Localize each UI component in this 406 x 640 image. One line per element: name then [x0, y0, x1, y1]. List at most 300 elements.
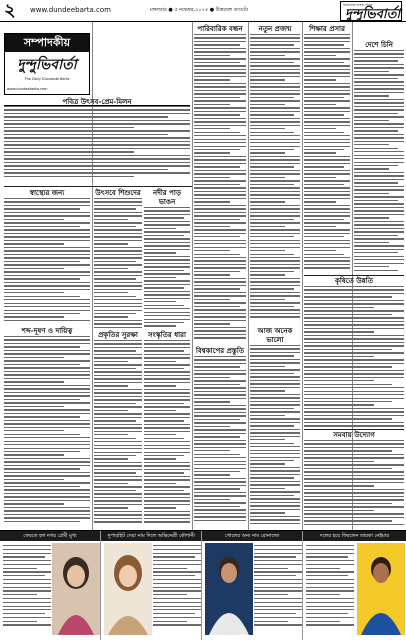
- text-line: [4, 465, 90, 466]
- ad-body: [3, 545, 51, 628]
- text-line: [4, 437, 90, 438]
- text-line: [304, 454, 404, 455]
- text-line: [254, 590, 302, 591]
- text-line: [304, 260, 350, 261]
- text-line: [153, 556, 195, 557]
- text-line: [304, 135, 350, 136]
- text-line: [250, 121, 300, 122]
- text-line: [94, 427, 142, 428]
- text-line: [194, 433, 246, 434]
- text-line: [144, 340, 190, 341]
- text-line: [304, 404, 374, 405]
- text-line: [194, 44, 240, 45]
- text-line: [304, 457, 404, 458]
- text-line: [194, 86, 246, 87]
- text-line: [4, 316, 64, 317]
- text-line: [144, 315, 190, 316]
- site-url[interactable]: www.dundeebarta.com: [30, 6, 111, 14]
- text-line: [250, 295, 300, 296]
- text-line: [304, 62, 344, 63]
- text-line: [250, 450, 300, 451]
- text-line: [194, 380, 246, 381]
- text-line: [94, 392, 142, 393]
- text-line: [250, 502, 300, 503]
- text-line: [144, 273, 190, 274]
- text-line: [94, 375, 142, 376]
- text-line: [4, 475, 90, 476]
- text-line: [250, 142, 300, 143]
- text-line: [254, 575, 296, 576]
- text-line: [306, 590, 354, 591]
- text-line: [304, 447, 404, 448]
- text-line: [4, 313, 80, 314]
- text-line: [304, 478, 404, 479]
- text-line: [304, 384, 392, 385]
- text-line: [144, 472, 184, 473]
- text-line: [304, 170, 350, 171]
- text-line: [4, 257, 90, 258]
- article: [250, 24, 300, 324]
- text-line: [4, 521, 80, 522]
- text-line: [250, 306, 294, 307]
- text-line: [4, 458, 90, 459]
- text-line: [250, 390, 285, 391]
- text-line: [304, 513, 404, 514]
- text-line: [304, 173, 350, 174]
- text-line: [250, 470, 300, 471]
- text-line: [4, 176, 134, 177]
- text-line: [354, 224, 404, 225]
- editorial-body: [4, 106, 190, 182]
- text-line: [250, 48, 300, 49]
- text-line: [4, 444, 90, 445]
- text-line: [144, 507, 176, 508]
- text-line: [194, 173, 246, 174]
- text-line: [94, 219, 128, 220]
- text-line: [354, 245, 404, 246]
- text-line: [304, 83, 350, 84]
- article: [194, 346, 246, 526]
- text-line: [153, 575, 195, 576]
- text-line: [304, 156, 350, 157]
- text-line: [144, 361, 176, 362]
- text-line: [254, 564, 302, 565]
- text-line: [4, 306, 90, 307]
- text-line: [144, 424, 190, 425]
- text-line: [250, 173, 300, 174]
- text-line: [194, 118, 246, 119]
- text-line: [194, 37, 246, 38]
- text-line: [4, 236, 90, 237]
- text-line: [144, 448, 190, 449]
- text-line: [4, 343, 90, 344]
- text-line: [254, 579, 302, 580]
- text-line: [94, 222, 142, 223]
- text-line: [153, 545, 201, 546]
- text-line: [194, 219, 240, 220]
- text-line: [3, 598, 51, 599]
- text-line: [250, 411, 300, 412]
- text-line: [354, 238, 404, 239]
- text-line: [304, 41, 350, 42]
- text-line: [4, 402, 90, 403]
- text-line: [94, 396, 142, 397]
- text-line: [194, 205, 246, 206]
- text-line: [250, 250, 285, 251]
- editorial-subtitle: The Daily Dundoobi Barta: [24, 77, 70, 81]
- article-title: শিক্ষার প্রসার: [309, 24, 345, 33]
- text-line: [144, 486, 190, 487]
- text-line: [304, 142, 350, 143]
- text-line: [304, 387, 404, 388]
- text-line: [194, 481, 246, 482]
- text-line: [194, 499, 230, 500]
- text-line: [250, 226, 285, 227]
- text-line: [194, 509, 246, 510]
- article: [194, 24, 246, 344]
- text-line: [304, 111, 350, 112]
- text-line: [250, 355, 294, 356]
- text-line: [354, 85, 404, 86]
- text-line: [4, 381, 64, 382]
- text-line: [94, 371, 142, 372]
- text-line: [304, 335, 404, 336]
- text-line: [3, 606, 51, 607]
- text-line: [304, 324, 404, 325]
- text-line: [4, 205, 90, 206]
- text-line: [250, 460, 294, 461]
- text-line: [194, 79, 230, 80]
- text-line: [304, 366, 392, 367]
- text-line: [250, 166, 294, 167]
- text-line: [304, 373, 404, 374]
- text-line: [250, 41, 300, 42]
- text-line: [306, 602, 354, 603]
- text-line: [94, 236, 142, 237]
- text-line: [153, 624, 201, 625]
- text-line: [306, 583, 354, 584]
- text-line: [94, 385, 128, 386]
- text-line: [250, 285, 300, 286]
- text-line: [194, 278, 246, 279]
- text-line: [354, 210, 404, 211]
- text-line: [144, 354, 190, 355]
- text-line: [144, 364, 190, 365]
- text-line: [144, 427, 190, 428]
- text-line: [153, 571, 201, 572]
- text-line: [354, 217, 389, 218]
- text-line: [4, 320, 90, 321]
- text-line: [94, 261, 136, 262]
- text-line: [304, 48, 350, 49]
- text-line: [306, 568, 340, 569]
- text-line: [194, 457, 246, 458]
- text-line: [194, 163, 246, 164]
- text-line: [4, 493, 90, 494]
- text-line: [250, 281, 300, 282]
- text-line: [194, 212, 246, 213]
- text-line: [144, 305, 184, 306]
- article-body: [94, 340, 142, 525]
- text-line: [94, 462, 142, 463]
- article-body: [354, 50, 404, 273]
- text-line: [153, 621, 187, 622]
- text-line: [194, 250, 230, 251]
- text-line: [4, 141, 190, 142]
- text-line: [304, 303, 404, 304]
- text-line: [4, 364, 80, 365]
- text-line: [304, 201, 336, 202]
- article-title: কৃষিতে উন্নতি: [335, 276, 373, 285]
- article: [94, 330, 142, 526]
- text-line: [250, 264, 300, 265]
- text-line: [250, 422, 300, 423]
- article-title: নদীর পাড় ভাঙন: [153, 188, 181, 206]
- text-line: [4, 148, 190, 149]
- text-line: [354, 106, 404, 107]
- text-line: [304, 520, 392, 521]
- text-line: [304, 219, 344, 220]
- text-line: [144, 270, 184, 271]
- text-line: [354, 207, 404, 208]
- article: [250, 326, 300, 526]
- text-line: [194, 83, 246, 84]
- text-line: [194, 111, 246, 112]
- text-line: [304, 503, 392, 504]
- text-line: [94, 240, 142, 241]
- text-line: [250, 432, 300, 433]
- text-line: [304, 370, 404, 371]
- text-line: [250, 436, 300, 437]
- text-line: [250, 114, 294, 115]
- text-line: [194, 401, 230, 402]
- text-line: [4, 416, 80, 417]
- text-line: [4, 395, 90, 396]
- text-line: [4, 229, 90, 230]
- text-line: [250, 191, 300, 192]
- text-line: [94, 368, 136, 369]
- text-line: [94, 378, 142, 379]
- text-line: [4, 434, 80, 435]
- text-line: [354, 151, 404, 152]
- text-line: [144, 417, 190, 418]
- text-line: [354, 242, 389, 243]
- text-line: [354, 123, 404, 124]
- text-line: [194, 226, 230, 227]
- text-line: [194, 468, 246, 469]
- text-line: [250, 425, 294, 426]
- text-line: [3, 579, 51, 580]
- text-line: [250, 278, 300, 279]
- text-line: [94, 212, 142, 213]
- text-line: [144, 350, 184, 351]
- article: [304, 430, 404, 526]
- text-line: [94, 201, 142, 202]
- text-line: [94, 268, 128, 269]
- text-line: [304, 418, 392, 419]
- text-line: [4, 500, 90, 501]
- ad-headline: ফেরতে হল নগর প্রেমী মুখ্য: [0, 531, 100, 541]
- advertisement[interactable]: [101, 531, 202, 640]
- text-line: [144, 291, 190, 292]
- text-line: [250, 408, 294, 409]
- text-line: [194, 359, 246, 360]
- text-line: [94, 198, 142, 199]
- text-line: [250, 159, 300, 160]
- text-line: [4, 507, 90, 508]
- text-line: [304, 289, 404, 290]
- text-line: [144, 284, 190, 285]
- text-line: [354, 120, 389, 121]
- section-divider: [304, 429, 404, 430]
- text-line: [254, 549, 302, 550]
- text-line: [354, 165, 398, 166]
- text-line: [250, 104, 285, 105]
- text-line: [304, 440, 404, 441]
- text-line: [4, 514, 90, 515]
- text-line: [94, 215, 142, 216]
- text-line: [194, 398, 246, 399]
- text-line: [94, 441, 142, 442]
- section-divider: [4, 186, 192, 187]
- text-line: [254, 598, 302, 599]
- article: [144, 188, 190, 328]
- text-line: [250, 236, 294, 237]
- text-line: [304, 257, 350, 258]
- text-line: [354, 179, 404, 180]
- text-line: [250, 348, 300, 349]
- advertisement[interactable]: [0, 531, 101, 640]
- text-line: [304, 307, 374, 308]
- text-line: [94, 343, 142, 344]
- text-line: [144, 343, 190, 344]
- text-line: [304, 159, 350, 160]
- text-line: [194, 412, 246, 413]
- text-line: [194, 377, 230, 378]
- text-line: [354, 200, 398, 201]
- text-line: [304, 401, 392, 402]
- text-line: [194, 135, 246, 136]
- article-body: [194, 34, 246, 341]
- text-line: [354, 74, 404, 75]
- text-line: [354, 231, 404, 232]
- text-line: [4, 271, 90, 272]
- text-line: [194, 260, 246, 261]
- text-line: [94, 445, 142, 446]
- text-line: [250, 443, 294, 444]
- text-line: [304, 345, 404, 346]
- text-line: [94, 350, 136, 351]
- text-line: [94, 479, 142, 480]
- text-line: [304, 321, 404, 322]
- text-line: [3, 621, 37, 622]
- text-line: [354, 182, 398, 183]
- text-line: [250, 243, 300, 244]
- text-line: [194, 447, 246, 448]
- text-line: [144, 441, 190, 442]
- text-line: [94, 476, 142, 477]
- text-line: [306, 606, 354, 607]
- text-line: [304, 132, 344, 133]
- text-line: [94, 490, 136, 491]
- text-line: [354, 95, 389, 96]
- text-line: [304, 118, 350, 119]
- text-line: [304, 300, 404, 301]
- text-line: [304, 506, 404, 507]
- text-line: [4, 165, 190, 166]
- ad-photo: [357, 543, 405, 635]
- text-line: [304, 44, 344, 45]
- text-line: [254, 602, 302, 603]
- text-line: [194, 198, 246, 199]
- text-line: [250, 260, 300, 261]
- text-line: [194, 436, 240, 437]
- text-line: [4, 169, 168, 170]
- text-line: [153, 579, 201, 580]
- text-line: [194, 121, 246, 122]
- text-line: [4, 113, 190, 114]
- text-line: [4, 409, 90, 410]
- text-line: [304, 492, 404, 493]
- text-line: [254, 545, 302, 546]
- text-line: [304, 208, 350, 209]
- text-line: [3, 571, 51, 572]
- text-line: [304, 97, 344, 98]
- text-line: [144, 392, 190, 393]
- text-line: [304, 121, 350, 122]
- advertisement[interactable]: [303, 531, 406, 640]
- text-line: [144, 368, 184, 369]
- text-line: [194, 69, 246, 70]
- text-line: [354, 137, 404, 138]
- text-line: [4, 360, 90, 361]
- text-line: [4, 116, 168, 117]
- text-line: [94, 417, 142, 418]
- text-line: [304, 425, 404, 426]
- text-line: [306, 587, 354, 588]
- text-line: [304, 215, 350, 216]
- text-line: [194, 257, 246, 258]
- text-line: [4, 353, 90, 354]
- text-line: [354, 193, 389, 194]
- text-line: [153, 568, 187, 569]
- text-line: [4, 350, 90, 351]
- text-line: [4, 264, 90, 265]
- text-line: [194, 281, 246, 282]
- text-line: [304, 180, 350, 181]
- text-line: [250, 302, 300, 303]
- article-body: [194, 356, 246, 523]
- text-line: [3, 583, 51, 584]
- text-line: [250, 516, 300, 517]
- text-line: [194, 201, 230, 202]
- text-line: [250, 152, 285, 153]
- advertisement[interactable]: [202, 531, 303, 640]
- text-line: [250, 254, 294, 255]
- text-line: [354, 148, 398, 149]
- text-line: [250, 271, 294, 272]
- text-line: [306, 560, 354, 561]
- text-line: [304, 100, 350, 101]
- text-line: [250, 267, 300, 268]
- text-line: [304, 464, 404, 465]
- text-line: [94, 493, 142, 494]
- text-line: [304, 310, 404, 311]
- text-line: [250, 288, 294, 289]
- text-line: [304, 328, 404, 329]
- text-line: [94, 271, 142, 272]
- text-line: [153, 602, 201, 603]
